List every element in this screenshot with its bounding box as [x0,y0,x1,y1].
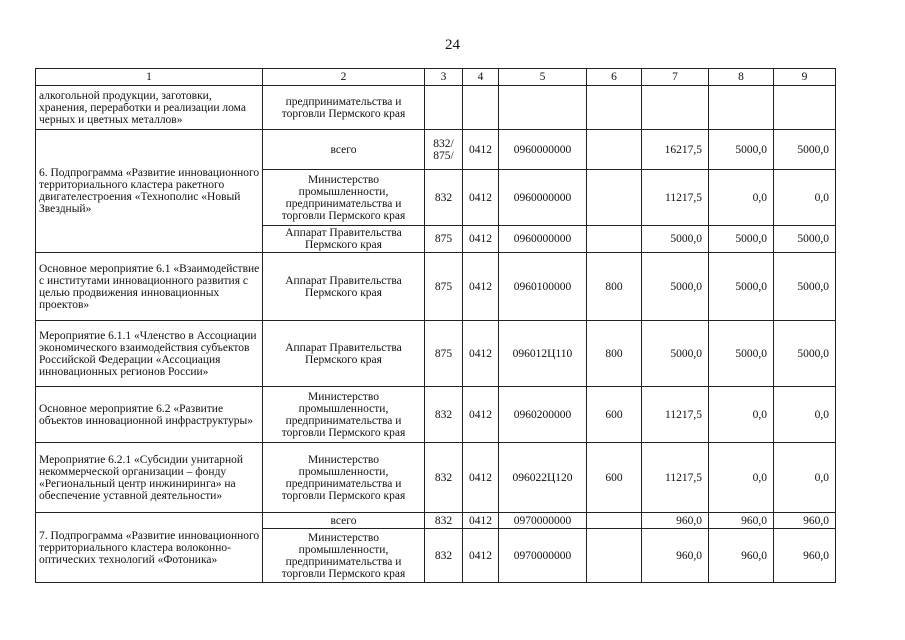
executor: Аппарат Правительства Пермского края [263,226,425,253]
cell-amount-2: 0,0 [709,387,774,443]
table-row [36,443,836,513]
cell-target: 0960100000 [499,253,587,321]
cell-expense-type [587,86,642,130]
cell-section: 0412 [463,387,499,443]
program-name: 6. Подпрограмма «Развитие инновационного территориального кластера ракетного двигателестроения «Технополис «Новый Звездный» [36,130,263,253]
cell-amount-3: 5000,0 [774,226,836,253]
cell-section [463,86,499,130]
cell-amount-2: 5000,0 [709,321,774,387]
cell-target: 0970000000 [499,513,587,529]
column-header: 3 [425,69,463,86]
header-row [36,69,836,86]
cell-amount-1 [642,86,709,130]
cell-expense-type [587,130,642,170]
cell-grbs: 875 [425,321,463,387]
cell-amount-1: 11217,5 [642,387,709,443]
table-row [36,513,836,529]
cell-expense-type [587,170,642,226]
budget-table [35,68,836,583]
cell-section: 0412 [463,513,499,529]
cell-expense-type: 600 [587,443,642,513]
cell-amount-1: 5000,0 [642,321,709,387]
cell-amount-3: 0,0 [774,170,836,226]
executor: Министерство промышленности, предпринимательства и торговли Пермского края [263,529,425,583]
cell-section: 0412 [463,226,499,253]
cell-amount-1: 16217,5 [642,130,709,170]
cell-section: 0412 [463,321,499,387]
cell-target: 0960000000 [499,226,587,253]
table-row [36,321,836,387]
cell-amount-1: 11217,5 [642,170,709,226]
program-name: Мероприятие 6.1.1 «Членство в Ассоциации экономического взаимодействия субъектов Российской Федерации «Ассоциация инновационных регионов России» [36,321,263,387]
cell-grbs: 875 [425,253,463,321]
cell-grbs [425,86,463,130]
cell-amount-1: 960,0 [642,529,709,583]
table-row [36,253,836,321]
cell-amount-2: 0,0 [709,170,774,226]
cell-amount-3: 5000,0 [774,253,836,321]
executor: предпринимательства и торговли Пермского края [263,86,425,130]
cell-amount-3: 5000,0 [774,321,836,387]
cell-amount-2: 5000,0 [709,253,774,321]
cell-amount-3: 960,0 [774,529,836,583]
column-header: 7 [642,69,709,86]
cell-amount-2 [709,86,774,130]
program-name: 7. Подпрограмма «Развитие инновационного территориального кластера волоконно-оптических технологий «Фотоника» [36,513,263,583]
cell-section: 0412 [463,170,499,226]
cell-amount-1: 960,0 [642,513,709,529]
cell-amount-2: 5000,0 [709,226,774,253]
cell-expense-type: 800 [587,321,642,387]
cell-amount-2: 960,0 [709,529,774,583]
cell-target: 096012Ц110 [499,321,587,387]
cell-target: 0960000000 [499,130,587,170]
program-name: Основное мероприятие 6.2 «Развитие объектов инновационной инфраструктуры» [36,387,263,443]
cell-amount-2: 5000,0 [709,130,774,170]
cell-section: 0412 [463,130,499,170]
executor: Министерство промышленности, предпринимательства и торговли Пермского края [263,387,425,443]
cell-grbs: 832 [425,529,463,583]
cell-amount-3: 5000,0 [774,130,836,170]
page-number: 24 [445,37,460,53]
cell-amount-2: 0,0 [709,443,774,513]
executor: Министерство промышленности, предпринимательства и торговли Пермского края [263,170,425,226]
cell-target [499,86,587,130]
cell-expense-type: 800 [587,253,642,321]
column-header: 6 [587,69,642,86]
cell-grbs: 832 [425,443,463,513]
cell-expense-type [587,529,642,583]
table-row [36,130,836,170]
program-name: Основное мероприятие 6.1 «Взаимодействие с институтами инновационного развития с целью продвижения инновационных проектов» [36,253,263,321]
cell-target: 0970000000 [499,529,587,583]
table-row [36,387,836,443]
program-name: Мероприятие 6.2.1 «Субсидии унитарной некоммерческой организации – фонду «Региональный центр инжиниринга» на обеспечение уставной деятельности» [36,443,263,513]
column-header: 8 [709,69,774,86]
cell-expense-type [587,226,642,253]
column-header: 5 [499,69,587,86]
cell-amount-2: 960,0 [709,513,774,529]
cell-section: 0412 [463,443,499,513]
executor: всего [263,130,425,170]
cell-target: 0960000000 [499,170,587,226]
cell-grbs: 875 [425,226,463,253]
column-header: 2 [263,69,425,86]
cell-grbs: 832/ 875/ [425,130,463,170]
cell-grbs: 832 [425,387,463,443]
executor: Аппарат Правительства Пермского края [263,321,425,387]
cell-amount-3 [774,86,836,130]
table-row [36,86,836,130]
cell-target: 0960200000 [499,387,587,443]
cell-grbs: 832 [425,170,463,226]
cell-amount-3: 960,0 [774,513,836,529]
cell-expense-type: 600 [587,387,642,443]
cell-target: 096022Ц120 [499,443,587,513]
executor: Аппарат Правительства Пермского края [263,253,425,321]
cell-section: 0412 [463,253,499,321]
executor: Министерство промышленности, предпринимательства и торговли Пермского края [263,443,425,513]
cell-expense-type [587,513,642,529]
cell-amount-3: 0,0 [774,443,836,513]
cell-amount-1: 11217,5 [642,443,709,513]
cell-amount-3: 0,0 [774,387,836,443]
column-header: 9 [774,69,836,86]
column-header: 1 [36,69,263,86]
column-header: 4 [463,69,499,86]
cell-amount-1: 5000,0 [642,253,709,321]
cell-section: 0412 [463,529,499,583]
executor: всего [263,513,425,529]
cell-amount-1: 5000,0 [642,226,709,253]
cell-grbs: 832 [425,513,463,529]
program-name: алкогольной продукции, заготовки, хранения, переработки и реализации лома черных и цветных металлов» [36,86,263,130]
